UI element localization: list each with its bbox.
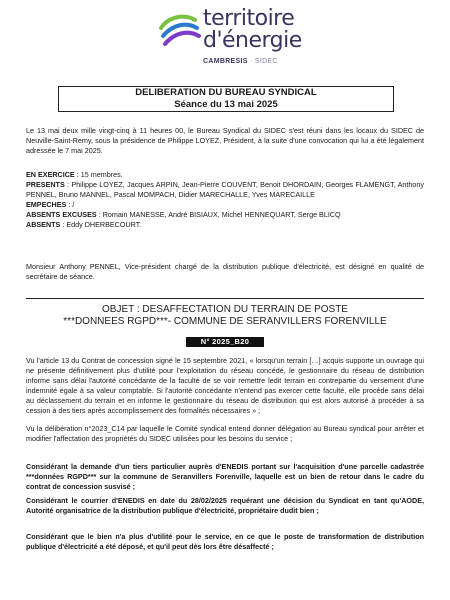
empeches-value: : /	[66, 199, 75, 209]
logo-swoosh-icon	[155, 10, 201, 56]
logo-wordmark	[203, 8, 302, 52]
objet-line2: ***DONNEES RGPD***- COMMUNE DE SERANVILLERS FORENVILLE	[63, 316, 387, 327]
presents-value: : Philippe LOYEZ, Jacques ARPIN, Jean-Pierre COUVENT, Benoit DHORDAIN, Georges FLAMENGT, Anthony PENNEL, Bruno MANNEL, Pascal MOMPACH, Didier MARECHALLE, Yves MARECAILLE	[26, 179, 424, 199]
title-line2: Séance du 13 mai 2025	[174, 98, 278, 110]
logo-line2: d'énergie	[203, 28, 302, 53]
attendance-absents	[26, 220, 424, 230]
absents-label: ABSENTS	[26, 219, 61, 229]
logo-sub-main: CAMBRESIS	[203, 58, 248, 65]
deliberation-title	[58, 86, 394, 112]
logo-line1: territoire	[203, 6, 295, 31]
logo	[155, 6, 305, 76]
logo-sub-brand: SIDEC	[254, 58, 278, 65]
body-paragraph-1: Vu l'article 13 du Contrat de concession signé le 15 septembre 2021, « lorsqu'un terrain […] acquis supporte un ouvrage qui ne présente définitivement plus d'utilité pour l'exploitation du réseau concédé, le gestionnaire du réseau de distribution informe sans délai l'autorité concédante de la faculté de se voir remettre ledit terrain en contrepartie du versement d'une indemnité égale à sa valeur comptable. Si l'autorité concédante n'entend pas exercer cette faculté, elle procède sans délai au déclassement du terrain et en informe le gestionnaire du réseau de distribution qui est alors autorisé à procéder à sa cession à des tiers après accomplissement des formalités nécessaires » ;	[26, 356, 424, 415]
intro-paragraph: Le 13 mai deux mille vingt-cinq à 11 heures 00, le Bureau Syndical du SIDEC s'est réuni dans les locaux du SIDEC de Neuville-Saint-Remy, sous la présidence de Philippe LOYEZ, Président, à la suite d'une convocation qui lui a été légalement adressée le 7 mai 2025.	[26, 126, 424, 155]
secretary-paragraph: Monsieur Anthony PENNEL, Vice-président chargé de la distribution publique d'électricité, est désigné en qualité de secrétaire de séance.	[26, 262, 424, 281]
title-line1: DELIBERATION DU BUREAU SYNDICAL	[135, 87, 317, 98]
objet-line1: OBJET : DESAFFECTATION DU TERRAIN DE POSTE	[102, 304, 348, 315]
excuses-label: ABSENTS EXCUSES	[26, 209, 97, 219]
exercice-label: EN EXERCICE	[26, 170, 75, 179]
attendance-exercice	[26, 170, 424, 180]
empeches-label: EMPECHES	[26, 199, 67, 209]
body-paragraph-5: Considérant que le bien n'a plus d'utilité pour le service, en ce que le poste de transformation de distribution publique d'électricité a été déposé, et qu'il peut dès lors être désaffecté ;	[26, 532, 424, 551]
attendance-empeches	[26, 200, 424, 210]
absents-value: : Eddy DHERBECOURT.	[60, 219, 142, 229]
deliberation-number-badge: N° 2025_B20	[186, 337, 264, 347]
attendance-presents	[26, 180, 424, 200]
presents-label: PRESENTS	[26, 179, 65, 189]
body-paragraph-2: Vu la délibération n°2023_C14 par laquelle le Comité syndical entend donner délégation au Bureau syndical pour arrêter et modifier l'affectation des propriétés du SIDEC utilisées pour les besoins du service ;	[26, 424, 424, 443]
section-divider	[26, 298, 424, 299]
attendance-block	[26, 170, 424, 229]
attendance-excuses	[26, 210, 424, 220]
logo-subtitle	[203, 58, 278, 65]
body-paragraph-4: Considérant le courrier d'ENEDIS en date du 28/02/2025 requérant une décision du Syndicat en tant qu'AODE, Autorité organisatrice de la distribution publique d'électricité, propriétaire dudit bien ;	[26, 496, 424, 515]
excuses-value: : Romain MANESSE, André BISIAUX, Michel HENNEQUART, Serge BLICQ	[96, 209, 341, 219]
logo-sub-sep: ·	[249, 58, 253, 65]
exercice-value: : 15 membres.	[74, 170, 123, 179]
body-paragraph-3: Considérant la demande d'un tiers particulier auprès d'ENEDIS portant sur l'acquisition d'une parcelle cadastrée ***données RGPD*** sur la commune de Seranvillers Forenville, laquelle est un bien de retour dans le cadre du contrat de concession susvisé ;	[26, 462, 424, 491]
objet-heading	[26, 304, 424, 328]
